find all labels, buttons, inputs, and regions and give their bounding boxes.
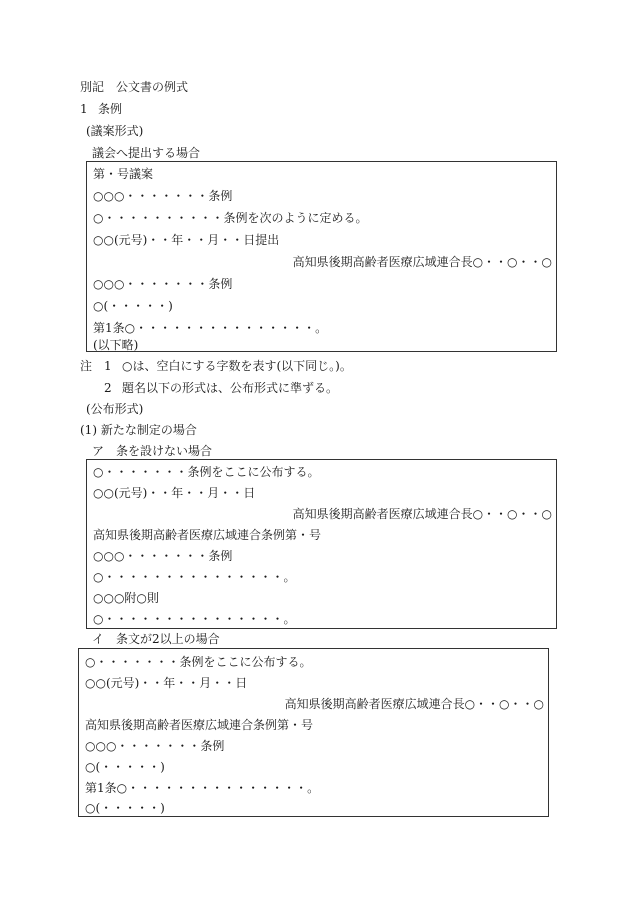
new-enactment-heading: (1) 新たな制定の場合: [80, 423, 197, 437]
box-line: ○○○・・・・・・・条例: [85, 739, 225, 753]
box-line: 高知県後期高齢者医療広域連合条例第・号: [93, 528, 322, 542]
box-line: ○○○・・・・・・・条例: [93, 277, 233, 291]
box-line: ○○(元号)・・年・・月・・日提出: [93, 233, 280, 247]
note-2-number: 2: [104, 381, 112, 395]
note-label: 注: [80, 359, 93, 373]
document-header: 別記 公文書の例式: [80, 80, 189, 94]
box-line-signature: 高知県後期高齢者医療広域連合長○・・○・・○: [284, 697, 544, 711]
bill-format-heading: (議案形式): [86, 124, 144, 138]
note-1-text: ○は、空白にする字数を表す(以下同じ。)。: [122, 359, 352, 373]
box-line: ○○○・・・・・・・条例: [93, 189, 233, 203]
promulgation-heading: (公布形式): [86, 402, 144, 416]
section-title: 条例: [98, 102, 123, 116]
case-a-heading: ア 条を設けない場合: [92, 444, 213, 458]
box-line: ○○○・・・・・・・条例: [93, 549, 233, 563]
box-line: ○○(元号)・・年・・月・・日: [93, 486, 256, 500]
box-line: ○・・・・・・・・・・・・・・・。: [93, 570, 296, 584]
box-line: ○・・・・・・・・・・条例を次のように定める。: [93, 211, 368, 225]
box-line-signature: 高知県後期高齢者医療広域連合長○・・○・・○: [292, 507, 552, 521]
box-line: ○・・・・・・・・・・・・・・・。: [93, 612, 296, 626]
box-line: 第1条○・・・・・・・・・・・・・・・。: [85, 781, 320, 795]
box-line: 第1条○・・・・・・・・・・・・・・・。: [93, 321, 328, 335]
note-1-number: 1: [104, 359, 112, 373]
box-line: 高知県後期高齢者医療広域連合条例第・号: [85, 718, 314, 732]
box-line: ○○(元号)・・年・・月・・日: [85, 676, 248, 690]
box-line: ○・・・・・・・条例をここに公布する。: [85, 655, 312, 669]
box-line: ○(・・・・・): [93, 299, 173, 313]
box-line: ○○○附○則: [93, 591, 159, 605]
box-line: 第・号議案: [93, 167, 154, 181]
box-line: ○・・・・・・・条例をここに公布する。: [93, 465, 320, 479]
note-2-text: 題名以下の形式は、公布形式に準ずる。: [122, 381, 339, 395]
section-number: 1: [80, 102, 88, 116]
case-b-example-box: [78, 648, 549, 817]
bill-example-box: [86, 161, 557, 352]
box-line: (以下略): [93, 338, 139, 352]
box-line-signature: 高知県後期高齢者医療広域連合長○・・○・・○: [292, 255, 552, 269]
box-line: ○(・・・・・): [85, 760, 165, 774]
council-case-heading: 議会へ提出する場合: [92, 146, 201, 160]
box-line: ○(・・・・・): [85, 801, 165, 815]
case-a-example-box: [86, 459, 557, 629]
case-b-heading: イ 条文が2以上の場合: [92, 632, 220, 646]
